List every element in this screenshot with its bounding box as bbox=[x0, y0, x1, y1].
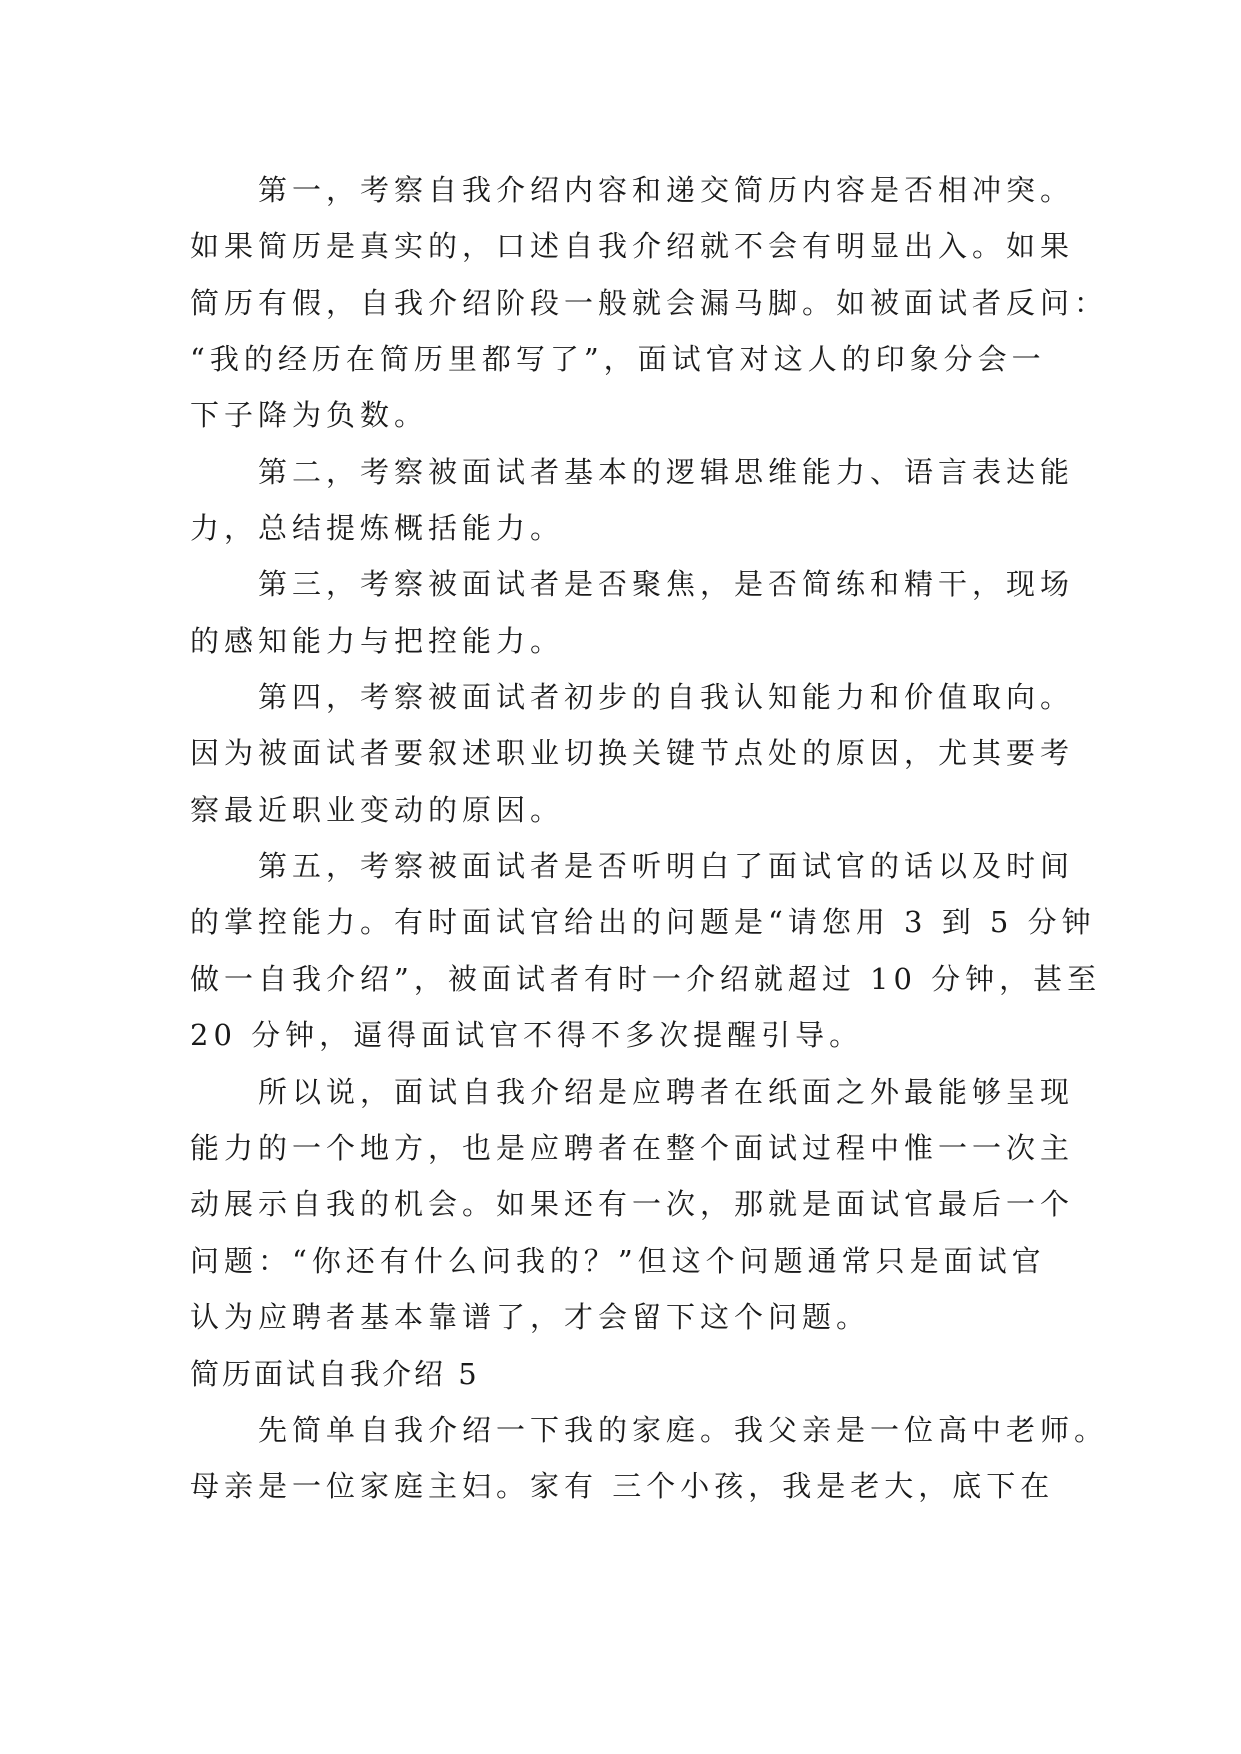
text-line-21: 认为应聘者基本靠谱了，才会留下这个问题。 bbox=[190, 1300, 871, 1334]
text-line-7: 力，总结提炼概括能力。 bbox=[190, 511, 565, 545]
section-heading: 简历面试自我介绍 5 bbox=[190, 1357, 480, 1391]
text-line-19: 动展示自我的机会。如果还有一次，那就是面试官最后一个 bbox=[190, 1187, 1075, 1221]
text-line-10: 第四，考察被面试者初步的自我认知能力和价值取向。 bbox=[258, 680, 1075, 714]
text-line-8: 第三，考察被面试者是否聚焦，是否简练和精干，现场 bbox=[258, 567, 1075, 601]
text-line-5: 下子降为负数。 bbox=[190, 398, 429, 432]
text-line-12: 察最近职业变动的原因。 bbox=[190, 793, 565, 827]
text-line-14: 的掌控能力。有时面试官给出的问题是“请您用 3 到 5 分钟 bbox=[190, 905, 1096, 939]
text-line-11: 因为被面试者要叙述职业切换关键节点处的原因，尤其要考 bbox=[190, 736, 1075, 770]
text-line-23: 先简单自我介绍一下我的家庭。我父亲是一位高中老师。 bbox=[258, 1413, 1109, 1447]
text-line-4: “我的经历在简历里都写了”，面试官对这人的印象分会一 bbox=[190, 342, 1046, 376]
text-line-6: 第二，考察被面试者基本的逻辑思维能力、语言表达能 bbox=[258, 455, 1075, 489]
text-line-20: 问题：“你还有什么问我的？”但这个问题通常只是面试官 bbox=[190, 1244, 1046, 1278]
text-line-9: 的感知能力与把控能力。 bbox=[190, 624, 565, 658]
text-line-15: 做一自我介绍”，被面试者有时一介绍就超过 10 分钟，甚至 bbox=[190, 962, 1102, 996]
text-line-2: 如果简历是真实的，口述自我介绍就不会有明显出入。如果 bbox=[190, 229, 1075, 263]
text-line-24: 母亲是一位家庭主妇。家有 三个小孩，我是老大，底下在 bbox=[190, 1469, 1055, 1503]
text-line-13: 第五，考察被面试者是否听明白了面试官的话以及时间 bbox=[258, 849, 1075, 883]
text-line-16: 20 分钟，逼得面试官不得不多次提醒引导。 bbox=[190, 1018, 864, 1052]
text-line-3: 简历有假，自我介绍阶段一般就会漏马脚。如被面试者反问： bbox=[190, 286, 1109, 320]
text-line-18: 能力的一个地方，也是应聘者在整个面试过程中惟一一次主 bbox=[190, 1131, 1075, 1165]
text-line-17: 所以说，面试自我介绍是应聘者在纸面之外最能够呈现 bbox=[258, 1075, 1075, 1109]
text-line-1: 第一，考察自我介绍内容和递交简历内容是否相冲突。 bbox=[258, 173, 1075, 207]
